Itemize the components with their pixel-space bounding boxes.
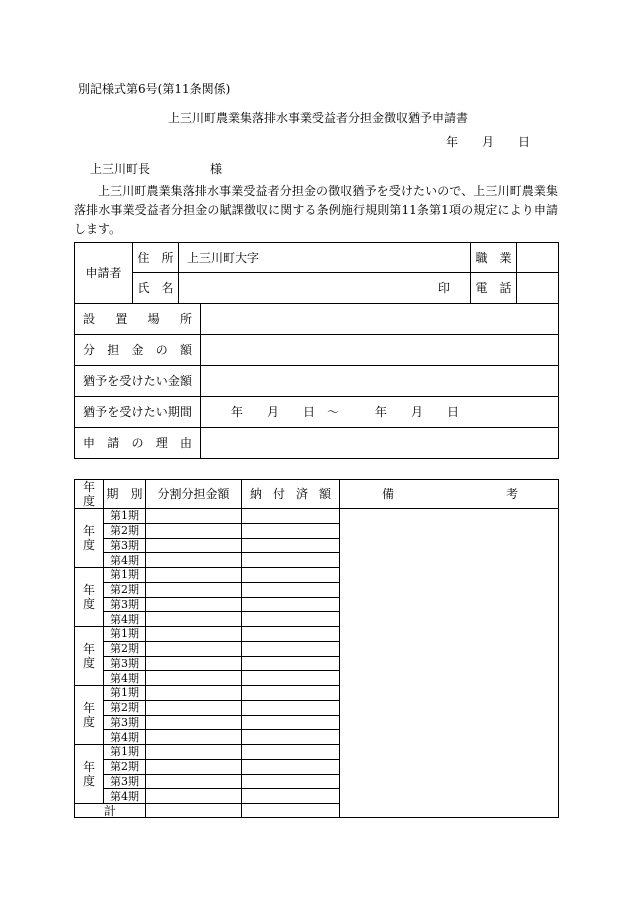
paid-amount-cell[interactable] xyxy=(242,523,340,538)
installment-amount-cell[interactable] xyxy=(146,523,242,538)
installment-amount-cell[interactable] xyxy=(146,641,242,656)
phone-value[interactable] xyxy=(517,273,559,304)
period-cell: 第3期 xyxy=(104,715,146,730)
address-label: 住 所 xyxy=(133,243,179,273)
paid-amount-cell[interactable] xyxy=(242,553,340,568)
year-cell[interactable]: 年 度 xyxy=(75,509,104,568)
installment-amount-cell[interactable] xyxy=(146,538,242,553)
installment-amount-cell[interactable] xyxy=(146,612,242,627)
installment-amount-cell[interactable] xyxy=(146,789,242,804)
installment-amount-cell[interactable] xyxy=(146,686,242,701)
applicant-label: 申請者 xyxy=(75,243,133,304)
period-cell: 第4期 xyxy=(104,789,146,804)
period-cell: 第4期 xyxy=(104,553,146,568)
paid-amount-cell[interactable] xyxy=(242,745,340,760)
installment-schedule-table xyxy=(74,479,559,818)
name-field[interactable] xyxy=(179,273,471,304)
installment-amount-cell[interactable] xyxy=(146,656,242,671)
period-cell: 第3期 xyxy=(104,774,146,789)
total-installment-cell[interactable] xyxy=(146,804,242,818)
total-paid-cell[interactable] xyxy=(242,804,340,818)
period-cell: 第3期 xyxy=(104,538,146,553)
paid-amount-cell[interactable] xyxy=(242,641,340,656)
defer-period-value[interactable]: 年 月 日 ～ 年 月 日 xyxy=(201,397,559,428)
addressee: 上三川町長 様 xyxy=(90,162,223,176)
paid-amount-cell[interactable] xyxy=(242,656,340,671)
form-number: 別記様式第6号(第11条関係) xyxy=(78,82,231,96)
reason-value[interactable] xyxy=(201,428,559,459)
installment-amount-cell[interactable] xyxy=(146,568,242,583)
period-cell: 第1期 xyxy=(104,627,146,642)
installment-amount-cell[interactable] xyxy=(146,745,242,760)
occupation-label: 職 業 xyxy=(471,243,517,273)
header-period: 期 別 xyxy=(104,480,146,509)
defer-amount-value[interactable] xyxy=(201,366,559,397)
year-cell[interactable]: 年 度 xyxy=(75,568,104,627)
period-cell: 第4期 xyxy=(104,612,146,627)
period-cell: 第2期 xyxy=(104,759,146,774)
installment-amount-cell[interactable] xyxy=(146,774,242,789)
period-cell: 第1期 xyxy=(104,509,146,524)
paid-amount-cell[interactable] xyxy=(242,582,340,597)
installment-amount-cell[interactable] xyxy=(146,730,242,745)
application-info-table xyxy=(74,242,559,459)
schedule-row xyxy=(75,509,559,524)
installment-amount-cell[interactable] xyxy=(146,715,242,730)
header-note: 備 考 xyxy=(340,480,559,509)
period-cell: 第1期 xyxy=(104,568,146,583)
address-value[interactable]: 上三川町大字 xyxy=(179,243,471,273)
period-cell: 第2期 xyxy=(104,641,146,656)
period-cell: 第1期 xyxy=(104,686,146,701)
paid-amount-cell[interactable] xyxy=(242,686,340,701)
paid-amount-cell[interactable] xyxy=(242,538,340,553)
installment-amount-cell[interactable] xyxy=(146,700,242,715)
reason-label: 申請の理由 xyxy=(75,428,201,459)
paid-amount-cell[interactable] xyxy=(242,715,340,730)
remarks-cell[interactable] xyxy=(340,509,559,818)
defer-amount-label: 猶予を受けたい金額 xyxy=(75,366,201,397)
occupation-value[interactable] xyxy=(517,243,559,273)
installment-amount-cell[interactable] xyxy=(146,597,242,612)
paid-amount-cell[interactable] xyxy=(242,612,340,627)
period-cell: 第2期 xyxy=(104,700,146,715)
paid-amount-cell[interactable] xyxy=(242,509,340,524)
phone-label: 電 話 xyxy=(471,273,517,304)
installment-amount-cell[interactable] xyxy=(146,553,242,568)
period-cell: 第2期 xyxy=(104,523,146,538)
paid-amount-cell[interactable] xyxy=(242,700,340,715)
name-label: 氏 名 xyxy=(133,273,179,304)
paid-amount-cell[interactable] xyxy=(242,789,340,804)
total-label: 計 xyxy=(75,804,146,818)
period-cell: 第1期 xyxy=(104,745,146,760)
paid-amount-cell[interactable] xyxy=(242,671,340,686)
amount-label: 分担金の額 xyxy=(75,335,201,366)
body-paragraph: 上三川町農業集落排水事業受益者分担金の徴収猶予を受けたいので、上三川町農業集落排水事業受益者分担金の賦課徴収に関する条例施行規則第11条第1項の規定により申請します。 xyxy=(74,184,558,236)
amount-value[interactable] xyxy=(201,335,559,366)
header-year: 年 度 xyxy=(75,480,104,509)
period-cell: 第3期 xyxy=(104,656,146,671)
location-label: 設置場所 xyxy=(75,304,201,335)
installment-amount-cell[interactable] xyxy=(146,627,242,642)
period-cell: 第3期 xyxy=(104,597,146,612)
paid-amount-cell[interactable] xyxy=(242,568,340,583)
seal-mark: 印 xyxy=(438,281,451,295)
defer-period-label: 猶予を受けたい期間 xyxy=(75,397,201,428)
paid-amount-cell[interactable] xyxy=(242,759,340,774)
installment-amount-cell[interactable] xyxy=(146,509,242,524)
paid-amount-cell[interactable] xyxy=(242,597,340,612)
paid-amount-cell[interactable] xyxy=(242,730,340,745)
year-cell[interactable]: 年 度 xyxy=(75,686,104,745)
installment-amount-cell[interactable] xyxy=(146,671,242,686)
header-installment: 分割分担金額 xyxy=(146,480,242,509)
period-cell: 第4期 xyxy=(104,730,146,745)
year-cell[interactable]: 年 度 xyxy=(75,627,104,686)
location-value[interactable] xyxy=(201,304,559,335)
period-cell: 第2期 xyxy=(104,582,146,597)
paid-amount-cell[interactable] xyxy=(242,627,340,642)
header-paid: 納付済額 xyxy=(242,480,340,509)
year-cell[interactable]: 年 度 xyxy=(75,745,104,804)
installment-amount-cell[interactable] xyxy=(146,582,242,597)
document-title: 上三川町農業集落排水事業受益者分担金徴収猶予申請書 xyxy=(168,111,469,125)
date-line: 年 月 日 xyxy=(446,135,531,149)
period-cell: 第4期 xyxy=(104,671,146,686)
paid-amount-cell[interactable] xyxy=(242,774,340,789)
installment-amount-cell[interactable] xyxy=(146,759,242,774)
